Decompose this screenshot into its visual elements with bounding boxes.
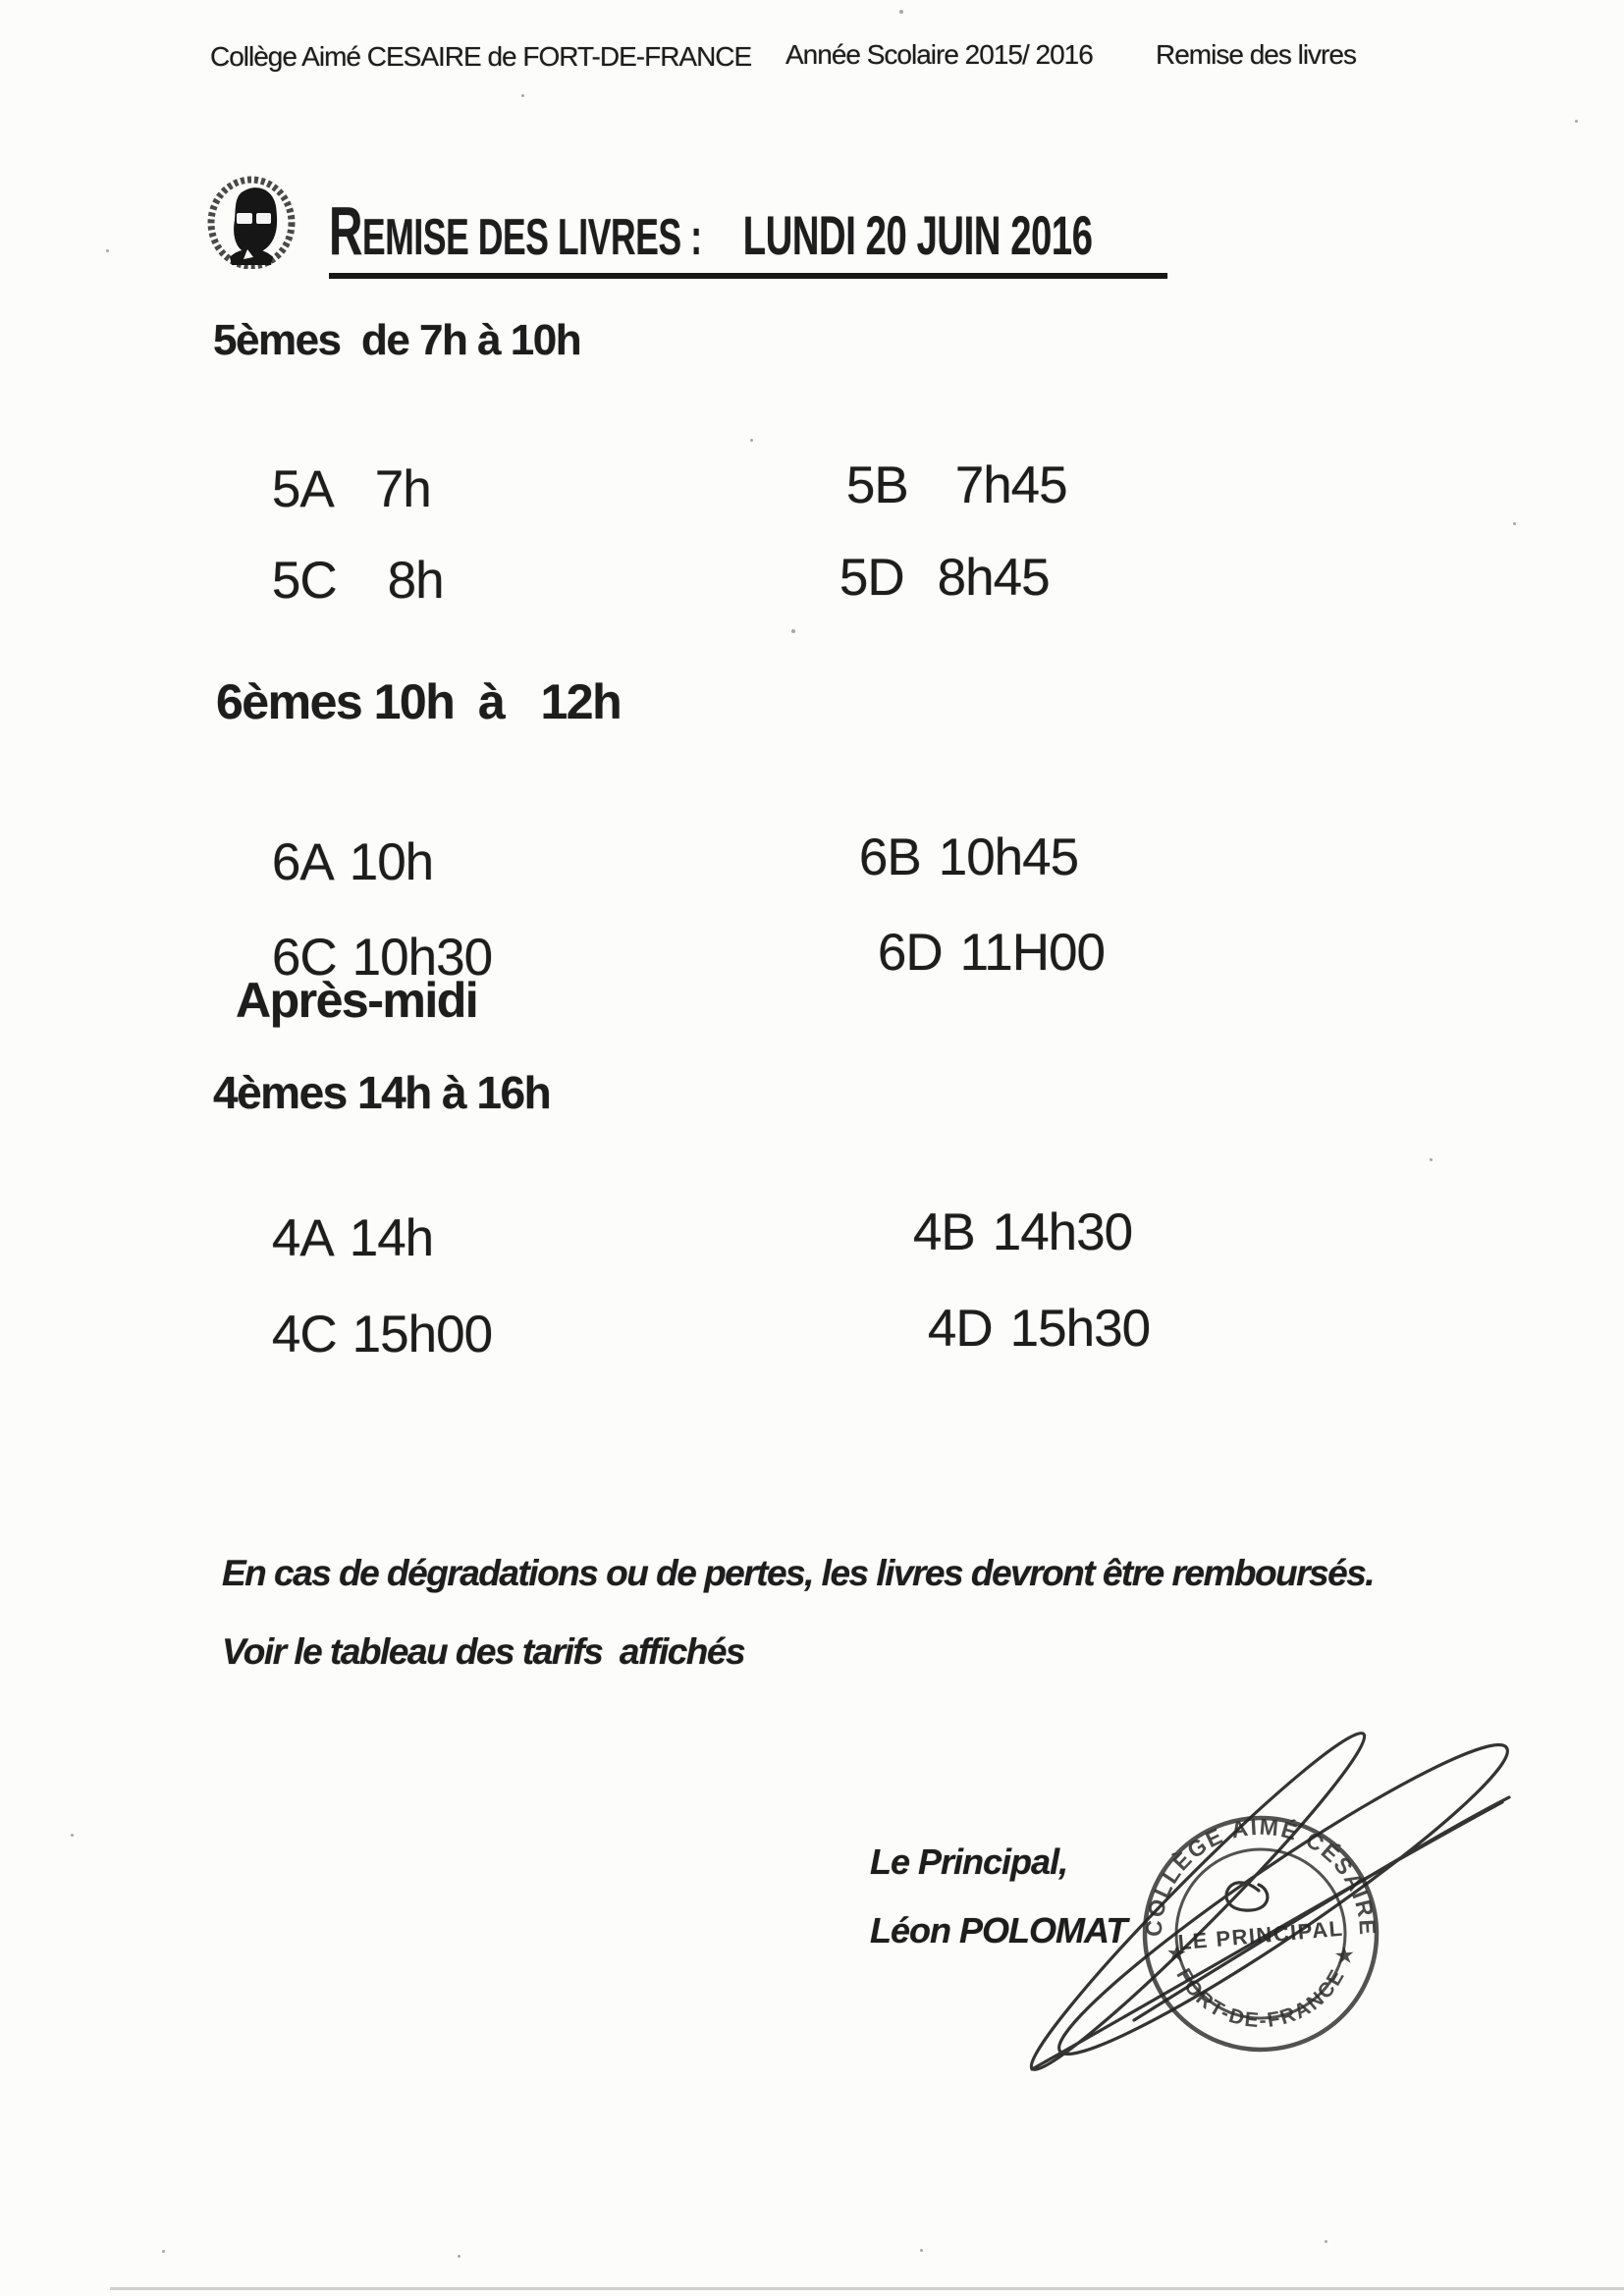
stamp-arc-top-text: COLLÈGE AIMÉ CÉSAIRE bbox=[1140, 1813, 1381, 1938]
section-heading-6emes: 6èmes 10h à 12h bbox=[216, 674, 622, 729]
class-time: 7h bbox=[374, 460, 431, 518]
class-label: 6A bbox=[271, 833, 334, 891]
scan-noise-speck bbox=[521, 94, 524, 97]
subheading-apres-midi: Après-midi bbox=[236, 973, 478, 1028]
class-label: 4A bbox=[271, 1209, 334, 1267]
class-label: 6B bbox=[858, 828, 921, 886]
scan-noise-speck bbox=[899, 10, 903, 14]
class-time: 15h30 bbox=[1009, 1300, 1151, 1358]
class-label: 4B bbox=[912, 1203, 975, 1261]
class-label: 5B bbox=[845, 456, 908, 514]
stamp-arc-bottom-text: ★ FORT-DE-FRANCE ★ bbox=[1163, 1942, 1359, 2033]
class-time: 14h30 bbox=[992, 1203, 1133, 1261]
scan-noise-speck bbox=[1575, 120, 1578, 123]
class-time: 11H00 bbox=[959, 924, 1105, 982]
schedule-entry-4c bbox=[218, 1245, 492, 1424]
scan-noise-speck bbox=[106, 249, 109, 252]
scanner-edge-line bbox=[110, 2287, 1624, 2290]
class-label: 5A bbox=[271, 460, 334, 518]
document-title bbox=[329, 192, 1167, 279]
scan-noise-speck bbox=[791, 629, 795, 633]
scan-noise-speck bbox=[162, 2250, 165, 2253]
schedule-entry-4d bbox=[874, 1239, 1150, 1418]
schedule-entry-6d bbox=[824, 863, 1105, 1042]
scan-noise-speck bbox=[71, 1834, 74, 1837]
scan-noise-speck bbox=[920, 2249, 923, 2252]
header-school-name: Collège Aimé CESAIRE de FORT-DE-FRANCE bbox=[210, 41, 752, 72]
class-label: 5D bbox=[839, 549, 904, 607]
header-subject: Remise des livres bbox=[1156, 39, 1356, 70]
class-label: 5C bbox=[271, 552, 337, 610]
scan-noise-speck bbox=[1513, 522, 1516, 525]
section-heading-5emes: 5èmes de 7h à 10h bbox=[213, 316, 581, 364]
schedule-entry-5c bbox=[218, 491, 444, 670]
signature-role: Le Principal, bbox=[870, 1842, 1068, 1882]
class-time: 10h bbox=[349, 833, 434, 891]
stamp-center-text: LE PRINCIPAL bbox=[1176, 1915, 1345, 1955]
class-time: 15h00 bbox=[352, 1306, 493, 1363]
class-time: 14h bbox=[349, 1209, 434, 1267]
principal-stamp-and-signature bbox=[1001, 1698, 1571, 2110]
scan-noise-speck bbox=[750, 439, 753, 442]
class-label: 6C bbox=[271, 929, 337, 987]
signature-name: Léon POLOMAT bbox=[870, 1910, 1127, 1950]
note-degradations: En cas de dégradations ou de pertes, les livres devront être remboursés. bbox=[222, 1553, 1375, 1593]
header-school-year: Année Scolaire 2015/ 2016 bbox=[785, 39, 1093, 70]
title-text: EMISE DES LIVRES : bbox=[362, 209, 702, 266]
aime-cesaire-portrait-logo bbox=[206, 175, 297, 269]
class-label: 4D bbox=[927, 1300, 993, 1358]
class-time: 10h45 bbox=[938, 828, 1079, 886]
class-label: 6D bbox=[877, 924, 943, 982]
class-time: 8h bbox=[387, 552, 444, 610]
scan-noise-speck bbox=[458, 2255, 460, 2258]
title-initial-letter: R bbox=[329, 192, 363, 269]
class-time: 7h45 bbox=[954, 456, 1067, 514]
class-time: 8h45 bbox=[937, 549, 1050, 607]
note-tarifs: Voir le tableau des tarifs affichés bbox=[222, 1631, 745, 1672]
section-heading-4emes: 4èmes 14h à 16h bbox=[213, 1067, 551, 1118]
title-date: LUNDI 20 JUIN 2016 bbox=[742, 204, 1093, 266]
scan-noise-speck bbox=[1325, 2240, 1327, 2243]
class-label: 4C bbox=[271, 1306, 337, 1363]
class-time: 10h30 bbox=[352, 929, 493, 987]
schedule-entry-5d bbox=[785, 488, 1050, 667]
scan-noise-speck bbox=[1430, 1158, 1433, 1161]
